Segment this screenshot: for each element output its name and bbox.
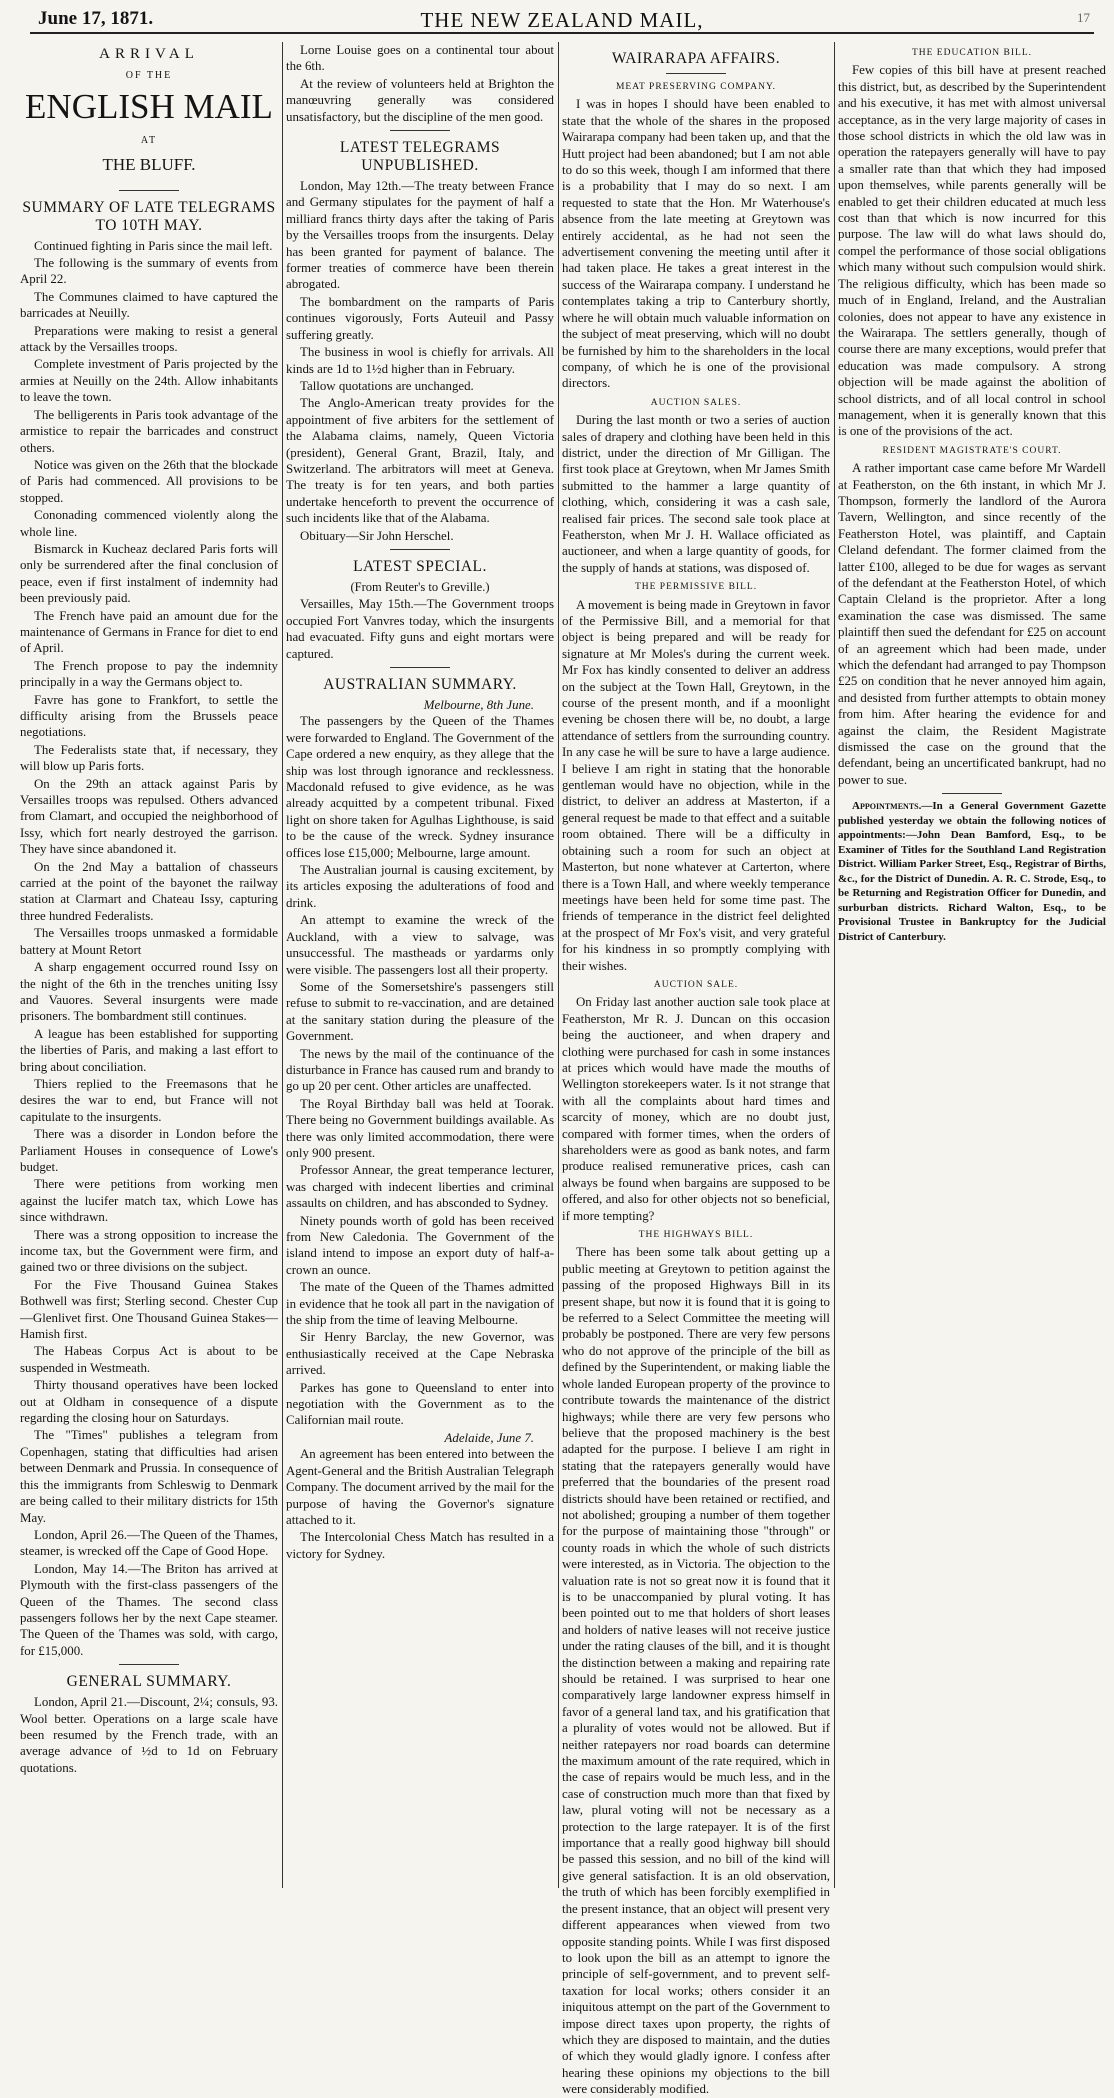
paragraph: The Australian journal is causing excitement, by its articles exposing the adulterations of food and drink. — [286, 863, 554, 910]
australian-body-adelaide — [286, 1446, 554, 1562]
column-4 — [838, 42, 1106, 1888]
paragraph: Thirty thousand operatives have been locked out at Oldham in consequence of a dispute regarding the closing hour on Saturdays. — [20, 1378, 278, 1426]
paragraph: The Communes claimed to have captured the barricades at Neuilly. — [20, 289, 278, 321]
arrival-heading — [20, 46, 278, 191]
latest-special-body — [286, 596, 554, 662]
paragraph: Sir Henry Barclay, the new Governor, was enthusiastically received at the Cape Nebraska arrived. — [286, 1330, 554, 1378]
subhead-auction-sales: AUCTION SALES. — [650, 397, 742, 408]
column-rule — [558, 42, 559, 1888]
paragraph: The "Times" publishes a telegram from Copenhagen, stating that difficulties had arisen between Denmark and Prussia. In consequence of this the immigrants from Schleswig to Denmark are being called to their military districts for 15th May. — [20, 1428, 278, 1525]
divider — [942, 793, 1002, 794]
english-mail-title: ENGLISH MAIL — [25, 86, 273, 126]
paragraph: A rather important case came before Mr Wardell at Featherston, on the 6th instant, in which Mr J. Thompson, formerly the landlord of the Aurora Tavern, Wellington, and since recently of the Featherston Hotel, was plaintiff, and Captain Cleland defendant. The former claimed from the latter £100, alleged to be due for wages as servant of the defendant at the Featherston Hotel, of which Captain Cleland is the proprietor. After a long examination the case was dismissed. The same plaintiff then sued the defendant for £25 on account of an agreement which had been made, under which the defendant had arranged to pay Thompson £25 on condition that he never annoyed him again, and desisted from further attempts to obtain money from him. After hearing the evidence for and against the claim, the Resident Magistrate dismissed the case on the ground that the defendant, being an uncertificated bankrupt, had no power to sue. — [838, 461, 1106, 787]
paragraph: On the 2nd May a battalion of chasseurs carried at the point of the bayonet the railway station at Clarmart and Chateau Issy, capturing three hundred Federalists. — [20, 859, 278, 923]
paragraph: Obituary—Sir John Herschel. — [300, 528, 454, 543]
paragraph: Versailles, May 15th.—The Government troops occupied Fort Vanvres today, which the insurgents had evacuated. Fifty guns and eight mortars were captured. — [286, 597, 554, 661]
section-heading-latest-telegrams: LATEST TELEGRAMS UNPUBLISHED. — [339, 139, 501, 175]
appointments-notice — [838, 799, 1106, 944]
paragraph: Bismarck in Kucheaz declared Paris forts will only be surrendered after the final conclusion of peace, even if first instalment of indemnity had been previously paid. — [20, 541, 278, 606]
paragraph: Professor Annear, the great temperance lecturer, was charged with indecent liberties and criminal assaults on children, and has absconded to Sydney. — [286, 1163, 554, 1211]
paragraph: The Federalists state that, if necessary, they will blow up Paris forts. — [20, 742, 278, 774]
paragraph: Complete investment of Paris projected by the armies at Neuilly on the 24th. Allow inhabitants to leave the town. — [20, 357, 278, 405]
paragraph: The belligerents in Paris took advantage of the armistice to repair the barricades and construct others. — [20, 407, 278, 455]
paragraph: Lorne Louise goes on a continental tour about the 6th. — [286, 43, 554, 74]
paragraph: There has been some talk about getting up a public meeting at Greytown to petition against the passing of the proposed Highways Bill in its present shape, but now it is found that it is going to be referred to a Select Committee the meeting will probably be postponed. There are very few persons who do not approve of the principle of the bill as defined by the Superintendent, or making liable the whole landed European property of the province to contribute towards the maintenance of the district highways; while there are very few persons who believe that the proposed machinery is the best adapted for the purpose. I believe I am right in stating that the ratepayers generally would have preferred that the boundaries of the present road districts should have been retained or rectified, and not abolished; grouping a number of them together for the purpose of maintaining those "through" or county roads in which the whole of such districts were interested, as in Victoria. The objection to the valuation rate is not so great now it is found that it is to be unaccompanied by plural voting. It has been pointed out to me that holders of short leases and holders of native leases will not receive justice under the rating clauses of the bill, and it is thought the distinction between a making and repairing rate should be retained. I was surprised to hear one comparatively large landowner express himself in favor of a general land tax, and his gratification that a plurality of votes would not be allowed. But if neither ratepayers nor road boards can determine the maximum amount of the rate required, which in the case of repairs would be much less, and in the case of construction much more than that fixed by law, plural voting will not be necessary as a protection to the large ratepayer. It is of the first importance that a really good highway bill should be passed this session, and no bill of the kind will give general satisfaction. It is an old observation, the truth of which has been forcibly exemplified in the present instance, that an object will present very different appearances when viewed from two opposite standing points. While I was first disposed to look upon the bill as an attempt to ignore the principle of self-government, and to prevent self-taxation for local works; others consider it an iniquitous attempt on the part of the Government to impose direct taxes upon property, the rights of which they are disposed to maintain, and the duties of which they would gladly ignore. I confess after hearing these opinions my objections to the bill were considerably modified. — [562, 1245, 830, 2097]
subhead-highways: THE HIGHWAYS BILL. — [638, 1230, 754, 1241]
paragraph: The French have paid an amount due for the maintenance of Germans in France for diet to end of April. — [20, 608, 278, 656]
paper-title: THE NEW ZEALAND MAIL, — [420, 8, 704, 32]
column-1 — [20, 42, 278, 1888]
paragraph: There was a strong opposition to increase the income tax, but the Government were firm, and gained two or three divisions on the subject. — [20, 1227, 278, 1275]
paragraph: Continued fighting in Paris since the mail left. — [34, 238, 273, 253]
divider — [390, 549, 450, 550]
paragraph: I was in hopes I should have been enabled to state that the whole of the shares in the proposed Wairarapa company had been taken up, and that the Hutt project had been abandoned; but I am not able to do so this week, though I am informed that there is a probability that I may do so next. I am requested to state that the Hon. Mr Waterhouse's absence from the late meeting at Greytown was entirely accidental, as he had not seen the advertisement convening the meeting until after it had taken place. He takes a great interest in the success of the Wairarapa company. I understand he contemplates taking a trip to Canterbury shortly, where he will obtain much valuable information on the subject of meat preserving, which will no doubt be furnished by him to the shareholders in the local company, of which he is one of the provisional directors. — [562, 97, 830, 391]
paragraph: There was a disorder in London before the Parliament Houses in consequence of Lowe's budget. — [20, 1127, 278, 1174]
paragraph: Few copies of this bill have at present reached this district, but, as described by the Superintendent and his executive, it has met with almost universal acceptance, as in the very large majority of cases in those school districts in which the old law was in operation the ratepayers generally will have to pay a smaller rate than that which they had imposed upon themselves, while parents generally will be enabled to get their children educated at much less cost than that which is now incurred for this purpose. The law will do what laws should do, compel the performance of those social obligations which many without such compulsion would shirk. The religious difficulty, which has been made so much of in England, Ireland, and the Australian colonies, does not appear to have any existence in the Wairarapa. The settlers generally, though of course there are many exceptions, would prefer that education was made compulsory. A strong objection will be made against the abolition of school districts, and of all local control in school management, when it is generally known that this is one of the provisions of the act. — [838, 63, 1106, 439]
dateline-adelaide: Adelaide, June 7. — [444, 1430, 534, 1445]
education-bill-body — [838, 62, 1106, 439]
paragraph: A sharp engagement occurred round Issy on the night of the 6th in the trenches uniting Issy and Vauores. Several insurgents were made prisoners. The bombardment still continues. — [20, 960, 278, 1024]
paragraph: The business in wool is chiefly for arrivals. All kinds are 1d to 1½d higher than in February. — [286, 345, 554, 376]
arrival-at: AT — [140, 134, 158, 146]
paragraph: Some of the Somersetshire's passengers still refuse to submit to re-vaccination, and are detained at the sanitary station during the pleasure of the Government. — [286, 979, 554, 1044]
paragraph: Parkes has gone to Queensland to enter into negotiation with the Government as to the Californian mail route. — [286, 1380, 554, 1428]
paragraph: For the Five Thousand Guinea Stakes Bothwell was first; Sterling second. Chester Cup—Glenlivet first. One Thousand Guinea Stakes—Hamish first. — [20, 1277, 278, 1342]
divider — [390, 130, 450, 131]
paragraph: On the 29th an attack against Paris by Versailles troops was repulsed. Others advanced from Clamart, and occupied the neighborhood of Issy, which fort nearly destroyed the garrison. They have since abandoned it. — [20, 776, 278, 857]
paragraph: A league has been established for supporting the liberties of Paris, and making a last effort to bring about conciliation. — [20, 1026, 278, 1074]
paragraph: The following is the summary of events from April 22. — [20, 256, 278, 287]
subhead-auction-sale: AUCTION SALE. — [653, 979, 739, 990]
section-heading-wairarapa: WAIRARAPA AFFAIRS. — [611, 50, 781, 67]
appointments-lead: Appointments. — [852, 800, 922, 813]
latest-telegrams-body — [286, 178, 554, 544]
issue-date: June 17, 1871. — [38, 8, 154, 29]
subhead-permissive: THE PERMISSIVE BILL. — [634, 582, 758, 593]
paragraph: At the review of volunteers held at Brighton the manœuvring generally was considered unsatisfactory, but the discipline of the men good. — [286, 76, 554, 124]
paragraph: Ninety pounds worth of gold has been received from New Caledonia. The Government of the island intend to impose an export duty of half-a-crown an ounce. — [286, 1213, 554, 1277]
dateline-melbourne: Melbourne, 8th June. — [423, 698, 534, 712]
paragraph: An attempt to examine the wreck of the Auckland, with a view to salvage, was unsuccessful. The mastheads or yardarms only were visible. The passengers lost all their property. — [286, 913, 554, 977]
paragraph: Tallow quotations are unchanged. — [300, 378, 474, 393]
section-heading-latest-special: LATEST SPECIAL. — [353, 557, 487, 575]
column-rule — [282, 42, 283, 1888]
paragraph: The Habeas Corpus Act is about to be suspended in Westmeath. — [20, 1344, 278, 1375]
divider — [119, 190, 179, 191]
permissive-bill-body — [562, 597, 830, 974]
telegrams-body — [20, 238, 278, 1660]
paragraph: The Anglo-American treaty provides for the appointment of five arbiters for the settlement of the Alabama claims, namely, Queen Victoria (president), General Grant, Brazil, Italy, and Switzerland. The arbitrators will meet at Geneva. The treaty is for ten years, and both parties undertake henceforth to prevent the occurrence of such incidents like that of the Alabama. — [286, 396, 554, 526]
paragraph: Notice was given on the 26th that the blockade of Paris had commenced. All provisions to be stopped. — [20, 457, 278, 505]
paragraph: The news by the mail of the continuance of the disturbance in France has caused rum and brandy to go up 20 per cent. Other articles are unaffected. — [286, 1046, 554, 1094]
paragraph: The Royal Birthday ball was held at Toorak. There being no Government buildings available. As there was only limited accommodation, there were only 900 present. — [286, 1096, 554, 1160]
section-heading-general-summary: GENERAL SUMMARY. — [66, 1673, 232, 1691]
general-summary-continued — [286, 42, 554, 125]
column-3 — [562, 42, 830, 2097]
paragraph: The Intercolonial Chess Match has resulted in a victory for Sydney. — [286, 1530, 554, 1561]
column-rule — [834, 42, 835, 1888]
paragraph: There were petitions from working men against the lucifer match tax, which Lowe has since withdrawn. — [20, 1177, 278, 1225]
section-heading-australian: AUSTRALIAN SUMMARY. — [323, 676, 517, 693]
section-heading-telegrams: SUMMARY OF LATE TELEGRAMS TO 10TH MAY. — [22, 198, 276, 234]
highways-bill-body — [562, 1244, 830, 2097]
the-bluff: THE BLUFF. — [102, 155, 196, 175]
paragraph: The bombardment on the ramparts of Paris continues vigorously, Forts Auteuil and Passy suffering greatly. — [286, 294, 554, 342]
subhead-meat: MEAT PRESERVING COMPANY. — [615, 82, 777, 92]
divider — [666, 73, 726, 74]
meat-preserving-body — [562, 96, 830, 391]
arrival-word: ARRIVAL — [99, 46, 199, 62]
paragraph: An agreement has been entered into between the Agent-General and the British Australian Telegraph Company. The document arrived by the mail for the purpose of having the Governor's signature attached to it. — [286, 1447, 554, 1527]
page-number: 17 — [1077, 10, 1090, 25]
paragraph: The French propose to pay the indemnity principally in a way the Germans object to. — [20, 658, 278, 690]
paragraph: London, May 14.—The Briton has arrived at Plymouth with the first-class passengers of the Queen of the Thames. The second class passengers follows her by the next Cape steamer. The Queen of the Thames was sold, with cargo, for £15,000. — [20, 1561, 278, 1658]
paragraph: On Friday last another auction sale took place at Featherston, Mr R. J. Duncan on this occasion being the auctioneer, and when drapery and clothing were purchased for cash in some instances at prices which would have made the mouths of Wellington storekeepers water. Is it not strange that with all the complaints about hard times and scarcity of money, which are no doubt just, compared with former times, when the orders of shareholders were as good as bank notes, and farm produce realised remunerative prices, cash can always be found when bargains are supposed to be offered, and also for other objects not so beneficial, if more tempting? — [562, 995, 830, 1223]
auction-sales-body — [562, 412, 830, 576]
divider — [119, 1664, 179, 1665]
subhead-court: RESIDENT MAGISTRATE'S COURT. — [882, 445, 1062, 456]
paragraph: London, April 26.—The Queen of the Thames, steamer, is wrecked off the Cape of Good Hope. — [20, 1527, 278, 1559]
paragraph: The mate of the Queen of the Thames admitted in evidence that he took all part in the navigation of the ship from the time of leaving Melbourne. — [286, 1280, 554, 1328]
auction-sale-body — [562, 994, 830, 1224]
paragraph: Favre has gone to Frankfort, to settle the difficulty arising from the Brussels peace negotiations. — [20, 692, 278, 740]
paragraph: London, April 21.—Discount, 2¼; consuls, 93. Wool better. Operations on a large scale have been resumed by the French trade, with an average advance of ½d to 1d on February quotations. — [20, 1695, 278, 1775]
australian-body — [286, 713, 554, 1428]
paragraph: A movement is being made in Greytown in favor of the Permissive Bill, and a memorial for that object is being prepared and will be ready for signature at Mr Moles's during the current week. Mr Fox has kindly consented to deliver an address on the subject at the Town Hall, Greytown, in the course of the present month, and if a moonlight evening be chosen there will be, no doubt, a large attendance of settlers from the surrounding country. In any case he will be sure to have a large audience. I believe I am right in stating that the honorable gentleman would have no objection, while in the district, to deliver an address at Masterton, if a general request be made to that effect and a suitable room obtained. There will be a difficulty in obtaining such a room for such an object at Masterton, but none whatever at Carterton, where there is a Town Hall, and where weekly temperance meetings have been held for some time past. The friends of temperance in the district feel delighted at the prospect of Mr Fox's visit, and very grateful for his kindness in so promptly complying with their wishes. — [562, 597, 830, 973]
paragraph: During the last month or two a series of auction sales of drapery and clothing have been held in this district, under the direction of Mr Gilligan. The first took place at Greytown, when Mr James Smith submitted to the hammer a large quantity of clothing, which, considering it was a cash sale, realised fair prices. The second sale took place at Featherston, when Mr J. H. Wallace officiated as auctioneer, and when a large quantity of goods, for the supply of hands at stations, was disposed of. — [562, 413, 830, 575]
divider — [390, 667, 450, 668]
subhead-education: THE EDUCATION BILL. — [911, 48, 1033, 58]
appointments-text: —In a General Government Gazette published yesterday we obtain the following notices of appointments:—John Dean Bamford, Esq., to be Examiner of Titles for the Southland Land Registration District. William Parker Street, Esq., Registrar of Births, &c., for the District of Dunedin. A. R. C. Strode, Esq., to be Returning and Registration Officer for Dunedin, and surburban districts. Richard Walton, Esq., to be Provisional Trustee in Bankruptcy for the Judicial District of Canterbury. — [838, 800, 1106, 943]
column-2 — [286, 42, 554, 1888]
paragraph: London, May 12th.—The treaty between France and Germany stipulates for the payment of half a milliard francs thirty days after the taking of Paris by the Versailles troops from the insurgents. Delay has been granted for payment of balance. The former treaties of commerce have been therein abrogated. — [286, 179, 554, 292]
paragraph: Preparations were making to resist a general attack by the Versailles troops. — [20, 323, 278, 355]
paragraph: The passengers by the Queen of the Thames were forwarded to England. The Government of the Cape ordered a new enquiry, as they allege that the ship was lost through ignorance and recklessness. Macdonald refused to give evidence, as he was already acquitted by a competent tribunal. Fixed light on shore taken for Agulhas Lighthouse, is said to be the cause of the wreck. Sydney insurance offices lose £15,000; Melbourne, large amount. — [286, 714, 554, 860]
masthead — [30, 6, 1094, 34]
arrival-of-the: OF THE — [125, 70, 173, 82]
paragraph: The Versailles troops unmasked a formidable battery at Mount Retort — [20, 926, 278, 957]
latest-special-source: (From Reuter's to Greville.) — [350, 579, 490, 594]
paragraph: Cononading commenced violently along the whole line. — [20, 508, 278, 539]
magistrates-court-body — [838, 460, 1106, 788]
paragraph: Thiers replied to the Freemasons that he desires the war to end, but France will not capitulate to the insurgents. — [20, 1076, 278, 1124]
general-summary-body — [20, 1694, 278, 1776]
